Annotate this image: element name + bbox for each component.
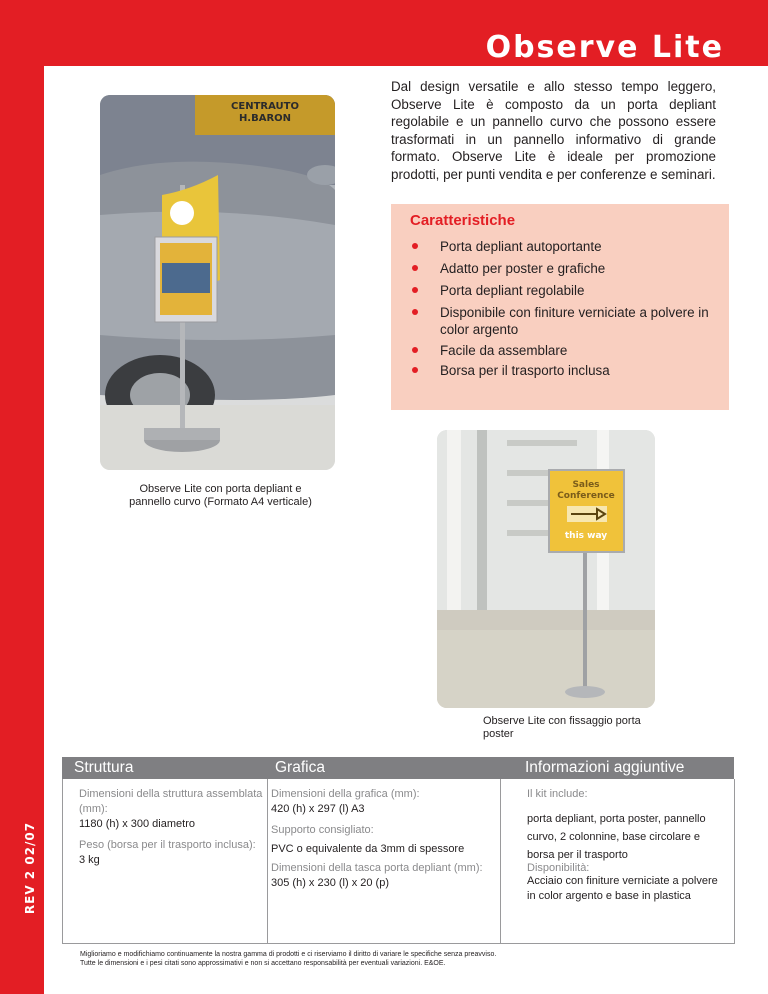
bullet-icon	[412, 287, 418, 293]
conference-illustration	[437, 430, 655, 708]
struttura-label-dimensions: Dimensioni della struttura assemblata (mm):	[79, 788, 263, 815]
grafica-value-support: PVC o equivalente da 3mm di spessore	[271, 843, 465, 855]
bullet-icon	[412, 243, 418, 249]
product-photo-showroom	[100, 95, 335, 470]
grafica-value-pocket: 305 (h) x 230 (l) x 20 (p)	[271, 877, 389, 889]
table-border	[734, 779, 735, 944]
grafica-label-pocket: Dimensioni della tasca porta depliant (mm):	[271, 862, 483, 874]
bullet-icon	[412, 309, 418, 315]
conference-sign-line3: this way	[564, 531, 608, 541]
info-label-kit: Il kit include:	[527, 788, 588, 800]
grafica-label-dimensions: Dimensioni della grafica (mm):	[271, 788, 420, 800]
info-value-kit: porta depliant, porta poster, pannello curvo, 2 colonnine, base circolare e borsa per il trasporto	[527, 813, 706, 861]
revision-label: REV 2 02/07	[23, 821, 37, 915]
bullet-icon	[412, 367, 418, 373]
header-grafica: Grafica	[275, 759, 325, 776]
photo1-caption: Observe Lite con porta depliant e pannello curvo (Formato A4 verticale)	[129, 483, 312, 508]
spec-table-header	[62, 757, 734, 779]
struttura-label-weight: Peso (borsa per il trasporto inclusa):	[79, 839, 256, 851]
table-border	[62, 779, 63, 944]
photo2-caption: Observe Lite con fissaggio porta poster	[483, 715, 641, 740]
conference-sign-line2: Conference	[557, 491, 615, 501]
table-divider	[267, 779, 268, 944]
product-photo-conference	[437, 430, 655, 708]
footer-line2: Tutte le dimensioni e i pesi citati sono approssimativi e non si accettano responsabilità per eventuali variazioni. E&OE.	[80, 960, 446, 967]
info-value-availability: Acciaio con finiture verniciate a polvere in color argento e base in plastica	[527, 875, 718, 902]
grafica-value-dimensions: 420 (h) x 297 (l) A3	[271, 803, 365, 815]
grafica-label-support: Supporto consigliato:	[271, 824, 374, 836]
conference-sign-line1: Sales	[572, 480, 600, 490]
info-label-availability: Disponibilità:	[527, 862, 590, 874]
showroom-sign-line2: H.BARON	[238, 113, 292, 124]
footer-disclaimer	[80, 950, 680, 968]
features-box: Caratteristiche Porta depliant autoportante Adatto per poster e grafiche Porta depliant regolabile Disponibile con finiture verniciate a polvere in color argento Facile da assemblare Borsa per il trasporto inclusa	[391, 204, 729, 410]
table-bottom-line	[62, 943, 734, 944]
bullet-icon	[412, 265, 418, 271]
table-divider	[500, 779, 501, 944]
struttura-value-dimensions: 1180 (h) x 300 diametro	[79, 818, 195, 830]
footer-line1: Miglioriamo e modifichiamo continuamente la nostra gamma di prodotti e ci riserviamo il diritto di variare le specifiche senza preavviso.	[80, 951, 497, 958]
bullet-icon	[412, 347, 418, 353]
page-title: Observe Lite	[485, 30, 724, 65]
header-info: Informazioni aggiuntive	[525, 759, 685, 776]
header-struttura: Struttura	[74, 759, 134, 776]
showroom-sign-line1: CENTRAUTO	[231, 101, 299, 112]
features-title: Caratteristiche	[410, 212, 516, 229]
showroom-illustration	[100, 95, 335, 470]
intro-paragraph: Dal design versatile e allo stesso tempo leggero, Observe Lite è composto da un porta depliant regolabile e un pannello curvo che possono essere trasformati in un pannello informativo di grande formato. Observe Lite è ideale per promozione prodotti, per punti vendita e per conferenze e seminari.	[391, 79, 716, 182]
struttura-value-weight: 3 kg	[79, 854, 100, 866]
